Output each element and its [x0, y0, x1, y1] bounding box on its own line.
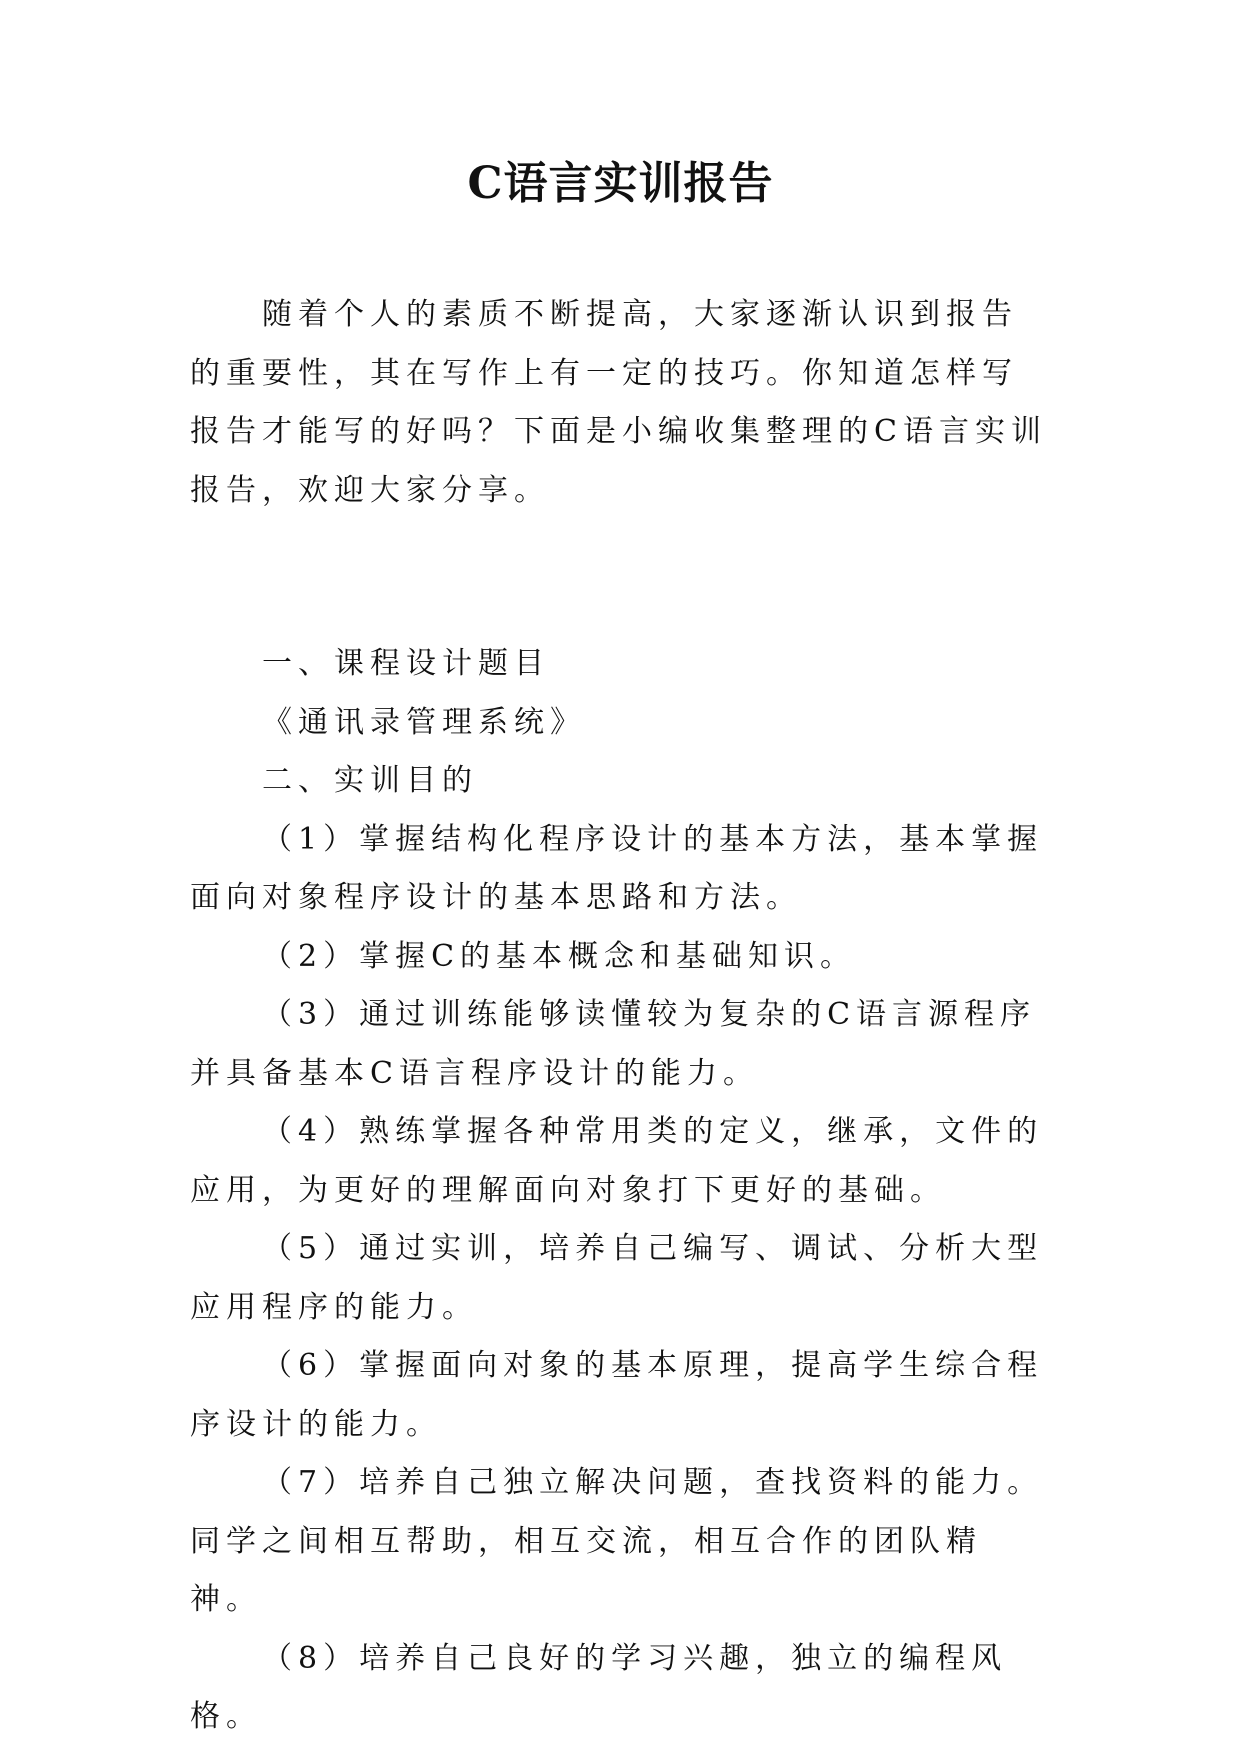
- objective-item: （7）培养自己独立解决问题，查找资料的能力。同学之间相互帮助，相互交流，相互合作的团队精神。: [190, 1465, 1044, 1617]
- objective-item: （3）通过训练能够读懂较为复杂的C语言源程序并具备基本C语言程序设计的能力。: [190, 997, 1037, 1091]
- objective-item: （5）通过实训，培养自己编写、调试、分析大型应用程序的能力。: [190, 1231, 1044, 1325]
- objective-item: （2）掌握C的基本概念和基础知识。: [262, 938, 857, 974]
- section-heading-course-topic: 一、课程设计题目: [262, 646, 550, 681]
- paragraph-spacer: [190, 520, 1050, 635]
- objective-item: （8）培养自己良好的学习兴趣，独立的编程风格。: [190, 1640, 1008, 1734]
- intro-paragraph: 随着个人的素质不断提高，大家逐渐认识到报告的重要性，其在写作上有一定的技巧。你知道怎样写报告才能写的好吗？下面是小编收集整理的C语言实训报告，欢迎大家分享。: [190, 297, 1047, 508]
- objective-item: （6）掌握面向对象的基本原理，提高学生综合程序设计的能力。: [190, 1348, 1044, 1442]
- document-title: C语言实训报告: [467, 158, 774, 209]
- section-heading-training-goals: 二、实训目的: [262, 763, 478, 798]
- objective-item: （4）熟练掌握各种常用类的定义，继承，文件的应用，为更好的理解面向对象打下更好的基础。: [190, 1114, 1044, 1208]
- objective-item: （1）掌握结构化程序设计的基本方法，基本掌握面向对象程序设计的基本思路和方法。: [190, 821, 1044, 915]
- project-title: 《通讯录管理系统》: [262, 704, 586, 740]
- document-body: [190, 286, 1050, 1747]
